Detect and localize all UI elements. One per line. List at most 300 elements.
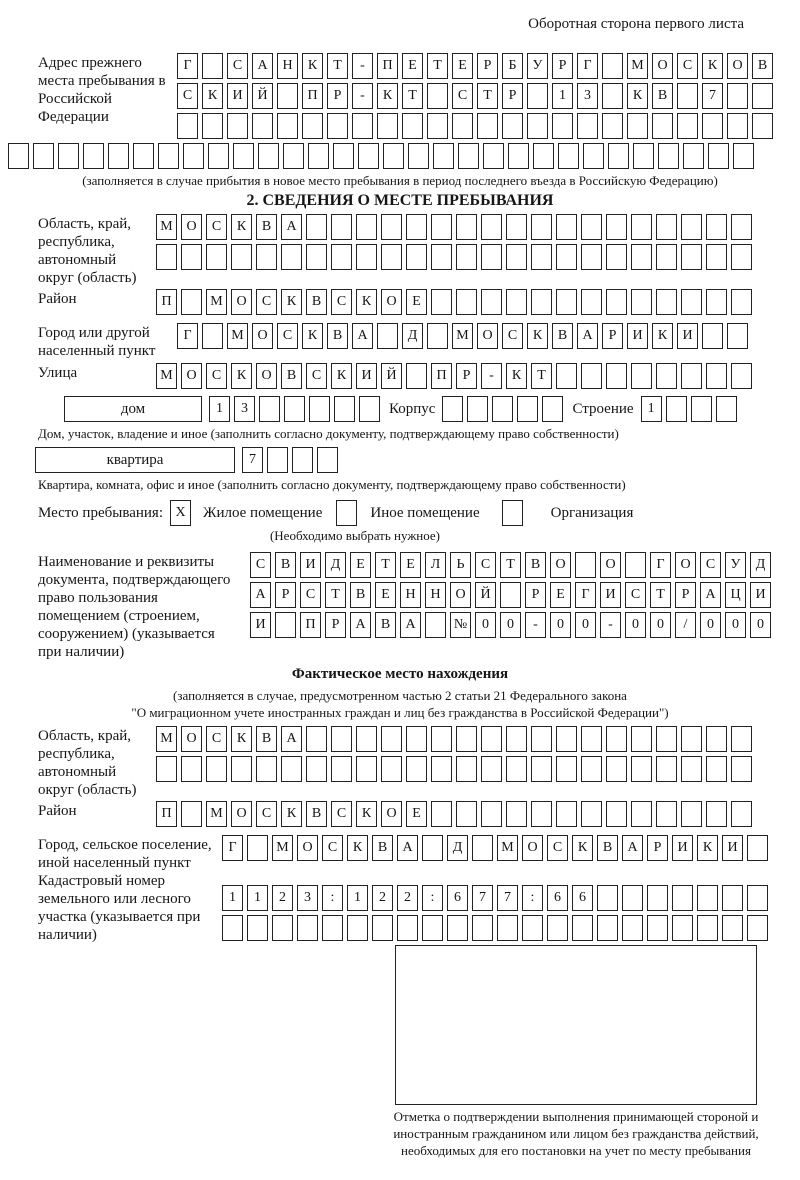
char-box <box>577 113 598 139</box>
char-box <box>183 143 204 169</box>
char-box <box>633 143 654 169</box>
char-box <box>581 244 602 270</box>
char-box: 7 <box>242 447 263 473</box>
char-box <box>233 143 254 169</box>
char-box <box>158 143 179 169</box>
char-box: А <box>281 726 302 752</box>
char-box <box>331 244 352 270</box>
cadastre-label: Кадастровый номер земельного или лесного участка (указывается при наличии) <box>38 873 201 943</box>
char-box <box>631 289 652 315</box>
char-box: С <box>452 83 473 109</box>
char-box: О <box>600 552 621 578</box>
char-box <box>697 915 718 941</box>
street-label: Улица <box>38 365 78 381</box>
char-box <box>533 143 554 169</box>
char-box <box>522 915 543 941</box>
char-box: К <box>572 835 593 861</box>
char-box <box>708 143 729 169</box>
char-box <box>406 244 427 270</box>
char-box <box>697 885 718 911</box>
char-box <box>406 363 427 389</box>
char-box: А <box>350 612 371 638</box>
char-box: 1 <box>247 885 268 911</box>
char-box: П <box>300 612 321 638</box>
char-box: В <box>597 835 618 861</box>
char-box <box>581 801 602 827</box>
char-box <box>327 113 348 139</box>
char-box: К <box>356 801 377 827</box>
char-box <box>542 396 563 422</box>
char-box <box>572 915 593 941</box>
char-box <box>283 143 304 169</box>
char-box: 1 <box>347 885 368 911</box>
char-box <box>647 915 668 941</box>
char-box <box>331 214 352 240</box>
char-box: П <box>431 363 452 389</box>
char-box <box>527 83 548 109</box>
char-box <box>481 289 502 315</box>
char-box <box>747 835 768 861</box>
char-box: С <box>625 582 646 608</box>
char-box: Д <box>447 835 468 861</box>
char-box: Р <box>675 582 696 608</box>
char-box <box>731 244 752 270</box>
prev-address-row-4 <box>8 143 762 169</box>
char-box <box>258 143 279 169</box>
char-box <box>406 726 427 752</box>
char-box: 7 <box>472 885 493 911</box>
char-box: М <box>272 835 293 861</box>
char-box: Т <box>375 552 396 578</box>
char-box: Й <box>475 582 496 608</box>
char-box <box>706 244 727 270</box>
char-box <box>681 244 702 270</box>
char-box <box>431 244 452 270</box>
char-box <box>531 214 552 240</box>
actual-region-block <box>38 726 762 798</box>
char-box: Г <box>177 323 198 349</box>
char-box <box>275 612 296 638</box>
stay-type-note: (Необходимо выбрать нужное) <box>269 528 441 543</box>
char-box <box>506 244 527 270</box>
char-box <box>672 885 693 911</box>
char-box <box>297 915 318 941</box>
char-box: Н <box>425 582 446 608</box>
char-box <box>208 143 229 169</box>
char-box: В <box>306 289 327 315</box>
checkbox-residential-premises: X <box>170 500 191 526</box>
cadastre-block <box>38 871 762 941</box>
char-box <box>556 363 577 389</box>
char-box: И <box>750 582 771 608</box>
char-box <box>356 214 377 240</box>
char-box: Г <box>222 835 243 861</box>
document-row-1 <box>250 552 766 578</box>
actual-location-title: Фактическое место нахождения <box>291 666 509 682</box>
char-box <box>427 113 448 139</box>
stamp-area <box>390 945 762 1159</box>
char-box <box>597 885 618 911</box>
char-box <box>431 726 452 752</box>
char-box <box>406 756 427 782</box>
actual-location-note-2: "О миграционном учете иностранных граждан и лиц без гражданства в Российской Федерации") <box>131 705 669 720</box>
prev-address-row-1 <box>177 53 768 79</box>
char-box: А <box>700 582 721 608</box>
char-box <box>681 289 702 315</box>
char-box: У <box>725 552 746 578</box>
char-box: Ц <box>725 582 746 608</box>
char-box <box>456 801 477 827</box>
char-box <box>231 756 252 782</box>
char-box <box>456 214 477 240</box>
char-box <box>277 113 298 139</box>
char-box: И <box>227 83 248 109</box>
document-row-2 <box>250 582 766 608</box>
char-box: С <box>502 323 523 349</box>
char-box <box>422 835 443 861</box>
char-box <box>727 323 748 349</box>
char-box <box>352 113 373 139</box>
char-box: К <box>527 323 548 349</box>
char-box <box>277 83 298 109</box>
char-box <box>531 289 552 315</box>
char-box <box>656 244 677 270</box>
char-box <box>381 726 402 752</box>
char-box: М <box>452 323 473 349</box>
actual-region-row-1 <box>156 726 762 752</box>
char-box: К <box>356 289 377 315</box>
char-box: / <box>675 612 696 638</box>
char-box: С <box>256 289 277 315</box>
document-block <box>38 552 766 662</box>
char-box <box>108 143 129 169</box>
char-box: 0 <box>750 612 771 638</box>
char-box: И <box>600 582 621 608</box>
char-box <box>556 801 577 827</box>
char-box: 6 <box>447 885 468 911</box>
char-box <box>425 612 446 638</box>
char-box <box>383 143 404 169</box>
char-box <box>677 83 698 109</box>
char-box <box>581 214 602 240</box>
char-box <box>681 214 702 240</box>
section2-title: 2. СВЕДЕНИЯ О МЕСТЕ ПРЕБЫВАНИЯ <box>246 192 554 209</box>
char-box <box>33 143 54 169</box>
char-box: : <box>322 885 343 911</box>
char-box <box>381 756 402 782</box>
char-box: Т <box>531 363 552 389</box>
char-box: О <box>181 363 202 389</box>
char-box: 3 <box>234 396 255 422</box>
char-box <box>602 53 623 79</box>
char-box <box>681 726 702 752</box>
char-box: Е <box>406 801 427 827</box>
option-label-other-premises: Иное помещение <box>370 504 480 521</box>
char-box: Р <box>327 83 348 109</box>
char-box: Б <box>502 53 523 79</box>
char-box <box>631 214 652 240</box>
char-box: Е <box>375 582 396 608</box>
char-box <box>752 83 773 109</box>
char-box <box>317 447 338 473</box>
char-box <box>656 289 677 315</box>
char-box <box>681 363 702 389</box>
city-row <box>38 323 762 359</box>
checkbox-organization <box>502 500 523 526</box>
char-box <box>625 552 646 578</box>
char-box <box>456 289 477 315</box>
char-box: В <box>256 214 277 240</box>
district-boxes <box>156 289 762 315</box>
char-box: Р <box>477 53 498 79</box>
char-box <box>517 396 538 422</box>
char-box: Ь <box>450 552 471 578</box>
char-box: К <box>506 363 527 389</box>
char-box <box>222 915 243 941</box>
stay-type-label: Место пребывания: <box>38 504 163 521</box>
char-box: В <box>275 552 296 578</box>
char-box <box>458 143 479 169</box>
char-box <box>622 885 643 911</box>
char-box <box>581 363 602 389</box>
char-box <box>267 447 288 473</box>
char-box: Е <box>402 53 423 79</box>
char-box: К <box>231 214 252 240</box>
char-box: И <box>722 835 743 861</box>
char-box: М <box>156 214 177 240</box>
char-box: В <box>552 323 573 349</box>
char-box: О <box>231 801 252 827</box>
char-box: Д <box>402 323 423 349</box>
char-box <box>181 756 202 782</box>
char-box <box>83 143 104 169</box>
char-box: Р <box>647 835 668 861</box>
char-box: И <box>672 835 693 861</box>
char-box <box>506 801 527 827</box>
char-box: 3 <box>297 885 318 911</box>
char-box: К <box>281 801 302 827</box>
street-row <box>38 363 762 389</box>
prev-address-row-3 <box>177 113 762 139</box>
char-box: Й <box>252 83 273 109</box>
char-box: М <box>156 726 177 752</box>
region-label: Область, край, республика, автономный округ (область) <box>38 216 137 286</box>
char-box <box>656 214 677 240</box>
char-box: 1 <box>641 396 662 422</box>
char-box: Г <box>650 552 671 578</box>
char-box: О <box>381 801 402 827</box>
char-box <box>427 323 448 349</box>
char-box <box>408 143 429 169</box>
char-box <box>622 915 643 941</box>
char-box <box>556 214 577 240</box>
char-box <box>247 835 268 861</box>
char-box <box>206 756 227 782</box>
house-note: Дом, участок, владение и иное (заполнить согласно документу, подтверждающему право собственности) <box>38 426 619 441</box>
char-box <box>658 143 679 169</box>
char-box: Т <box>427 53 448 79</box>
char-box <box>442 396 463 422</box>
char-box <box>431 214 452 240</box>
char-box <box>631 726 652 752</box>
char-box: Н <box>400 582 421 608</box>
char-box <box>716 396 737 422</box>
stroenie-boxes <box>641 396 741 422</box>
char-box: - <box>600 612 621 638</box>
char-box: К <box>347 835 368 861</box>
char-box: А <box>397 835 418 861</box>
cadastre-row-1 <box>222 885 762 911</box>
char-box <box>259 396 280 422</box>
char-box <box>247 915 268 941</box>
char-box <box>331 726 352 752</box>
char-box: 0 <box>550 612 571 638</box>
char-box <box>602 113 623 139</box>
char-box <box>581 289 602 315</box>
char-box <box>508 143 529 169</box>
region-row-2 <box>156 244 762 270</box>
char-box <box>256 756 277 782</box>
char-box: С <box>206 363 227 389</box>
char-box <box>602 83 623 109</box>
char-box: 0 <box>700 612 721 638</box>
char-box <box>747 885 768 911</box>
char-box: А <box>577 323 598 349</box>
char-box: № <box>450 612 471 638</box>
stamp-box <box>395 945 757 1105</box>
char-box <box>652 113 673 139</box>
char-box <box>402 113 423 139</box>
char-box: 2 <box>372 885 393 911</box>
char-box: - <box>352 83 373 109</box>
char-box <box>309 396 330 422</box>
char-box <box>677 113 698 139</box>
char-box: Д <box>325 552 346 578</box>
char-box: Д <box>750 552 771 578</box>
char-box <box>356 756 377 782</box>
char-box: - <box>525 612 546 638</box>
char-box <box>377 113 398 139</box>
checkbox-other-premises <box>336 500 357 526</box>
char-box <box>433 143 454 169</box>
char-box: Й <box>381 363 402 389</box>
char-box <box>58 143 79 169</box>
char-box <box>531 801 552 827</box>
char-box <box>752 113 773 139</box>
char-box: 0 <box>575 612 596 638</box>
char-box: С <box>475 552 496 578</box>
char-box <box>666 396 687 422</box>
char-box: Т <box>327 53 348 79</box>
char-box <box>506 756 527 782</box>
char-box: Л <box>425 552 446 578</box>
char-box <box>606 726 627 752</box>
char-box: К <box>302 53 323 79</box>
char-box: К <box>652 323 673 349</box>
char-box: 1 <box>222 885 243 911</box>
char-box: В <box>525 552 546 578</box>
char-box <box>292 447 313 473</box>
char-box <box>306 726 327 752</box>
char-box: И <box>356 363 377 389</box>
char-box: С <box>206 726 227 752</box>
char-box: Т <box>402 83 423 109</box>
char-box <box>647 885 668 911</box>
char-box <box>722 915 743 941</box>
char-box: С <box>250 552 271 578</box>
char-box <box>456 726 477 752</box>
char-box <box>372 915 393 941</box>
char-box <box>177 113 198 139</box>
char-box <box>302 113 323 139</box>
char-box: В <box>652 83 673 109</box>
char-box <box>8 143 29 169</box>
char-box: 2 <box>397 885 418 911</box>
char-box: М <box>206 801 227 827</box>
option-label-residential: Жилое помещение <box>203 504 323 521</box>
char-box <box>506 214 527 240</box>
char-box: Е <box>400 552 421 578</box>
char-box <box>347 915 368 941</box>
char-box <box>581 756 602 782</box>
char-box: С <box>331 801 352 827</box>
char-box: Р <box>502 83 523 109</box>
korpus-label: Корпус <box>389 400 436 417</box>
char-box <box>547 915 568 941</box>
char-box <box>631 801 652 827</box>
char-box <box>702 113 723 139</box>
char-box: В <box>281 363 302 389</box>
char-box: О <box>381 289 402 315</box>
char-box <box>202 113 223 139</box>
char-box <box>681 756 702 782</box>
char-box <box>231 244 252 270</box>
char-box <box>606 244 627 270</box>
char-box: А <box>352 323 373 349</box>
char-box <box>500 582 521 608</box>
char-box: С <box>677 53 698 79</box>
char-box: М <box>497 835 518 861</box>
char-box: 3 <box>577 83 598 109</box>
char-box <box>731 363 752 389</box>
char-box <box>706 289 727 315</box>
char-box <box>359 396 380 422</box>
char-box <box>583 143 604 169</box>
char-box <box>706 363 727 389</box>
prev-address-note: (заполняется в случае прибытия в новое место пребывания в период последнего въезда в Российскую Федерацию) <box>82 173 718 188</box>
char-box <box>727 113 748 139</box>
char-box <box>306 756 327 782</box>
char-box: О <box>181 214 202 240</box>
actual-location-note-1: (заполняется в случае, предусмотренном частью 2 статьи 21 Федерального закона <box>173 688 627 703</box>
char-box: М <box>206 289 227 315</box>
char-box: С <box>700 552 721 578</box>
char-box: С <box>306 363 327 389</box>
char-box: С <box>277 323 298 349</box>
char-box: Е <box>550 582 571 608</box>
char-box <box>252 113 273 139</box>
char-box <box>397 915 418 941</box>
char-box: К <box>281 289 302 315</box>
char-box <box>497 915 518 941</box>
char-box: В <box>375 612 396 638</box>
char-box: К <box>302 323 323 349</box>
char-box: М <box>227 323 248 349</box>
char-box: П <box>156 289 177 315</box>
char-box: С <box>227 53 248 79</box>
char-box <box>422 915 443 941</box>
char-box: О <box>727 53 748 79</box>
